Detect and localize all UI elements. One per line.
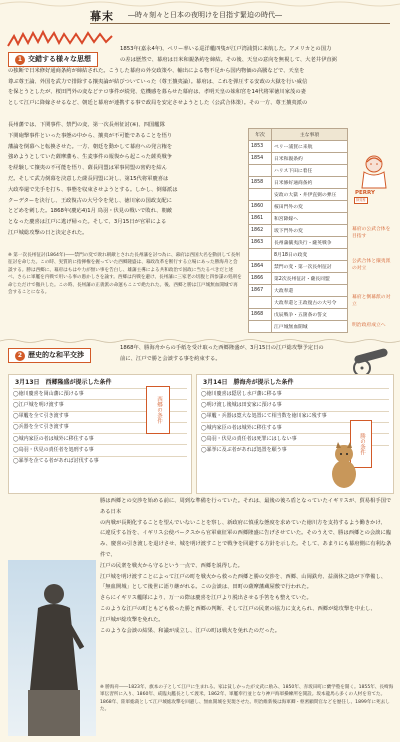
condition-item: ◯明け渡し後城は田安家に預ける事 <box>201 401 282 408</box>
page-subtitle: ―時々刻々と日本の夜明けを目指す緊迫の時代― <box>128 11 282 19</box>
section1-title: 交錯する様々な思想 <box>28 55 91 63</box>
paragraph-line: を保とうとしたが、桜田門外の変などテロ事件が続発、危機感を募らせた幕府は、孝明天皇の妹和宮を14代将軍徳川家茂の妻 <box>8 89 306 96</box>
paragraph-line: このような江戸の町ともども救った勝と西郷の判断、そして江戸の民衆の協力に支えられ、西郷が総攻撃を中止し、 <box>100 605 376 612</box>
timeline-tag-1: 開国 <box>356 198 366 203</box>
column-line: 下関砲撃事件といった事態の中から、攘夷が不可能であることを悟り <box>8 132 173 139</box>
condition-item: ◯軍艦を全て引き渡す事 <box>13 413 69 420</box>
timeline-event: 8月18日の政変 <box>272 249 348 261</box>
timeline-event: 江戸城無血開城 <box>272 321 348 333</box>
title-rule <box>90 23 390 24</box>
paragraph-line: として江戸に降嫁させるなど、朝廷と幕府が連携する事で政局を安定させようとした（公武合体策）。その一方、尊王攘夷派の <box>8 100 308 107</box>
paragraph-line: 1853年(嘉永4年)、ペリー率いる巡洋艦四隻が江戸湾浦賀に来航した。アメリカとの国力 <box>120 46 332 52</box>
column-line: を経験して攘夷の不可能を悟り、薩長同盟は軍事同盟の密約を結ん <box>8 165 167 172</box>
column-line: 大政奉還で先手を打ち、事態を収束させようとする。しかし、倒幕派は <box>8 186 178 193</box>
section2-footnote: ※ 勝海舟――1823年、旗本の子として江戸に生まれる。家は貧しかったが文武に励み、1850年、赤坂田町に蘭学塾を開く。1855年、長崎海軍伝習所に入り、1860年、咸臨丸艦長として渡米。1862年、軍艦奉行並となり神戸海軍操練所を開設。坂本龍馬ら多くの人材を育てた。1868年、陸軍総裁として江戸城総攻撃を回避し、無血開城を実現させた。明治維新後は海軍卿・枢密顧問官などを歴任し、1899年に死去した。 <box>100 685 394 713</box>
paragraph-line: の内戦が長期化することを望んでいないことを察し、新政府に慎重な態度を求めていた徳川方を支持するよう働きかけ、 <box>100 519 386 526</box>
timeline-year: 1863 <box>249 237 272 249</box>
timeline-row <box>249 153 348 165</box>
timeline-row <box>249 273 348 285</box>
timeline-row <box>249 249 348 261</box>
timeline-event: 日米和親条約 <box>272 153 348 165</box>
timeline-row <box>249 297 348 309</box>
timeline-row <box>249 225 348 237</box>
condition-item: ◯暴挙に及ぶ者があれば処置を願う事 <box>201 447 287 454</box>
paragraph-line: の差は歴然で、幕府は日米和親条約を締結。その後、天皇の意向を無視して、大老井伊直弼 <box>120 57 337 63</box>
section1-footnote: ※ 第一次長州征討(1864年)――禁門の変で敗れ朝敵とされた長州藩を討つ為に、幕府は西国大名を動員して長州征討を命じた。この時、実質的に指揮権を握っていた西郷隆盛は、幕政改革を断行する立場にあった勝海舟と会談する。勝は西郷に、幕府はもはや力が無い事を告白し、雄藩主導による共和政治で国政に当たるべきだと述べ、さらに軍艦を内戦で用いる事の愚かしさを諭す。西郷は内戦を避け、長州藩に三家老の切腹と四参謀の処刑を命じただけで撤兵した。この時、長州藩の正義派の命運もここで絶たれた。後、西郷と勝は江戸城無血開城で再会することになる。 <box>8 253 242 296</box>
saigo-sign: 西郷の条件 <box>146 386 170 434</box>
timeline-event: 日米修好通商条約 <box>272 177 348 189</box>
timeline-year: 1866 <box>249 273 272 285</box>
katsu-conditions-header: 3月14日 勝海舟が提示した条件 <box>203 379 294 386</box>
column-line: 藩論を倒幕へと転換させた。一方、朝廷を動かして幕府への発言権を <box>8 143 173 150</box>
condition-item: ◯徳川慶喜を岡山藩に預ける事 <box>13 390 84 397</box>
timeline-year: 1860 <box>249 201 272 213</box>
column-line: 強めようとしていた薩摩藩も、生麦事件の報復から起こった薩英戦争 <box>8 154 173 161</box>
condition-item: ◯城内家臣の者は城外に移住する事 <box>201 424 282 431</box>
section2-intro <box>120 343 350 365</box>
timeline-event: 大政奉還と王政復古の大号令 <box>272 297 348 309</box>
timeline-year <box>249 297 272 309</box>
timeline-row <box>249 237 348 249</box>
paragraph-line: このような会談の結果、和議が成立し、江戸の町は戦火を免れたのだった。 <box>100 627 281 634</box>
timeline-year: 1868 <box>249 309 272 321</box>
timeline-year: 1867 <box>249 285 272 297</box>
timeline-year <box>249 189 272 201</box>
column-line: となった慶喜は江戸に逃げ帰った。そして、3月15日が官軍による <box>8 219 167 226</box>
timeline-row <box>249 177 348 189</box>
section2-title: 歴史的な和平交渉 <box>28 351 84 359</box>
dog-illustration <box>322 440 366 492</box>
timeline-event: ハリス下田に着任 <box>272 165 348 177</box>
brush-decoration <box>6 28 116 50</box>
timeline-year: 1862 <box>249 225 272 237</box>
section1-left-column <box>8 120 242 239</box>
paragraph-line: 「無血開城」として後世に語り継がれる。この会談は、田町の薩摩藩蔵屋敷で行われた。 <box>100 584 312 591</box>
paragraph-line: 勝は西郷との交渉を始める前に、周到な準備を行っていた。それは、最後の後ろ盾となっていたイギリスが、貿易相手国である日本 <box>100 498 392 515</box>
timeline-event: 禁門の変・第一次長州征討 <box>272 261 348 273</box>
timeline-event-header: 主な事項 <box>272 129 348 141</box>
paragraph-line: さらにイギリス艦隊により、万一の際は慶喜を江戸より脱出させる手筈をも整えていた。 <box>100 595 312 602</box>
timeline-year: 1853 <box>249 141 272 153</box>
condition-item: ◯鳥羽・伏見の責任者は死罪にはしない事 <box>201 435 297 442</box>
saigo-conditions-header: 3月13日 西郷隆盛が提示した条件 <box>15 379 112 386</box>
timeline-row <box>249 165 348 177</box>
timeline-event: 第2次長州征討・薩長同盟 <box>272 273 348 285</box>
timeline-event: 長州藩攘夷決行・薩英戦争 <box>272 237 348 249</box>
condition-item: ◯徳川慶喜は隠居し水戸藩に移る事 <box>201 390 282 397</box>
column-line: 長州藩では、下関事件、禁門の変、第一次長州征討(※)、四国艦隊 <box>8 122 165 128</box>
paragraph-line: 江戸城を明け渡すことによって江戸の町を戦火から救った西郷と勝の交渉を、西郷、山岡鉄舟、益満休之助が下準備し、 <box>100 573 387 580</box>
section2-heading <box>8 348 91 363</box>
intro-line: 1868年、勝海舟からの手紙を受け取った西郷隆盛が、3月15日の江戸総攻撃予定日の <box>120 345 324 351</box>
timeline-year <box>249 249 272 261</box>
timeline-event: 大政奉還 <box>272 285 348 297</box>
timeline-tag-4: 幕府と倒幕派の対立 <box>352 295 391 307</box>
section1-number: 1 <box>15 55 25 65</box>
column-line: クーデターを決行し、王政復古の大号令を発し、徳川家の国政支配に <box>8 197 172 204</box>
section1-intro <box>120 44 392 55</box>
column-line: 江戸城総攻撃の日と決定された。 <box>8 229 88 236</box>
timeline-row <box>249 285 348 297</box>
timeline-year: 1864 <box>249 261 272 273</box>
column-line: だ。そして武力倒幕を決意した薩長同盟に対し、第15代将軍慶喜は <box>8 175 169 182</box>
timeline-year <box>249 165 272 177</box>
timeline-event: 桜田門外の変 <box>272 201 348 213</box>
timeline-row <box>249 309 348 321</box>
timeline-event: ペリー浦賀に来航 <box>272 141 348 153</box>
paragraph-line: み、慶喜の引き渡しを退けさせ、城を明け渡すことで戦争を回避する方針を示した。そして、あまりにも幕府側に有利な条件で、 <box>100 541 392 558</box>
katsu-statue-photo <box>8 560 96 736</box>
timeline-row <box>249 141 348 153</box>
timeline-row <box>249 201 348 213</box>
timeline-table <box>248 128 348 333</box>
katsu-sign: 勝の条件 <box>350 420 372 468</box>
timeline-row <box>249 321 348 333</box>
timeline-event: 坂下門外の変 <box>272 225 348 237</box>
timeline-year-header: 年次 <box>249 129 272 141</box>
timeline-header-row <box>249 129 348 141</box>
section2-number: 2 <box>15 351 25 361</box>
timeline-tag-2: 幕府の公武合体を目指す <box>352 227 391 239</box>
paragraph-line: に違反する旨を、イギリス公使パークスから官軍東征軍の西郷隆盛に告げさせていた。そのうえで、勝は西郷との会談に臨 <box>100 530 392 537</box>
timeline-year <box>249 321 272 333</box>
cannon-illustration <box>346 344 396 378</box>
timeline-tag-5: 明治政府成立へ <box>352 323 386 328</box>
paragraph-line: 江戸の民衆を戦火から守るという一点で、西郷を説得した。 <box>100 562 243 569</box>
section1-paragraph <box>8 55 392 109</box>
condition-item: ◯兵器を全て引き渡す事 <box>13 424 69 431</box>
timeline-tag-3: 公武合体と攘夷派の対立 <box>352 259 391 271</box>
condition-item: ◯江戸城を明け渡す事 <box>13 401 64 408</box>
timeline-year: 1858 <box>249 177 272 189</box>
column-line: とどめを刺した。1868年(慶応4)1月 鳥羽・伏見の戦いで敗れ、朝敵 <box>8 208 173 215</box>
timeline-row <box>249 189 348 201</box>
paragraph-line: 尊ぶ尊王論、外国を武力で排除する攘夷論が結びついていった（尊王攘夷論）。幕府は、これを弾圧する安政の大獄を行い威信 <box>8 78 308 85</box>
timeline-event: 戊辰戦争・五箇条の誓文 <box>272 309 348 321</box>
perry-label: PERRY <box>355 190 375 196</box>
paragraph-line: の独断で日米修好通商条約が締結された。こうした幕府の外交政策や、輸出による物不足から国内物価の高騰などで、天皇を <box>8 67 305 74</box>
timeline-year: 1861 <box>249 213 272 225</box>
timeline-event: 安政の大獄・井伊直弼の弾圧 <box>272 189 348 201</box>
timeline-year: 1854 <box>249 153 272 165</box>
timeline-row <box>249 261 348 273</box>
page-title: 幕末 <box>90 10 114 23</box>
timeline-event: 和宮降嫁へ <box>272 213 348 225</box>
condition-item: ◯鳥羽・伏見の責任者を処刑する事 <box>13 446 94 453</box>
paragraph-line: 江戸城が総攻撃を免れた。 <box>100 616 164 623</box>
section2-paragraph <box>100 496 394 636</box>
condition-item: ◯城内家臣の者は城外に移住する事 <box>13 435 94 442</box>
timeline-row <box>249 213 348 225</box>
intro-line: 前に、江戸で勝と会談する事を約束する。 <box>120 355 221 362</box>
condition-item: ◯軍艦・兵器は寛大な処置にて相当数を徳川家に残す事 <box>201 413 327 420</box>
condition-item: ◯暴挙を企てる者があれば討伐する事 <box>13 458 99 465</box>
